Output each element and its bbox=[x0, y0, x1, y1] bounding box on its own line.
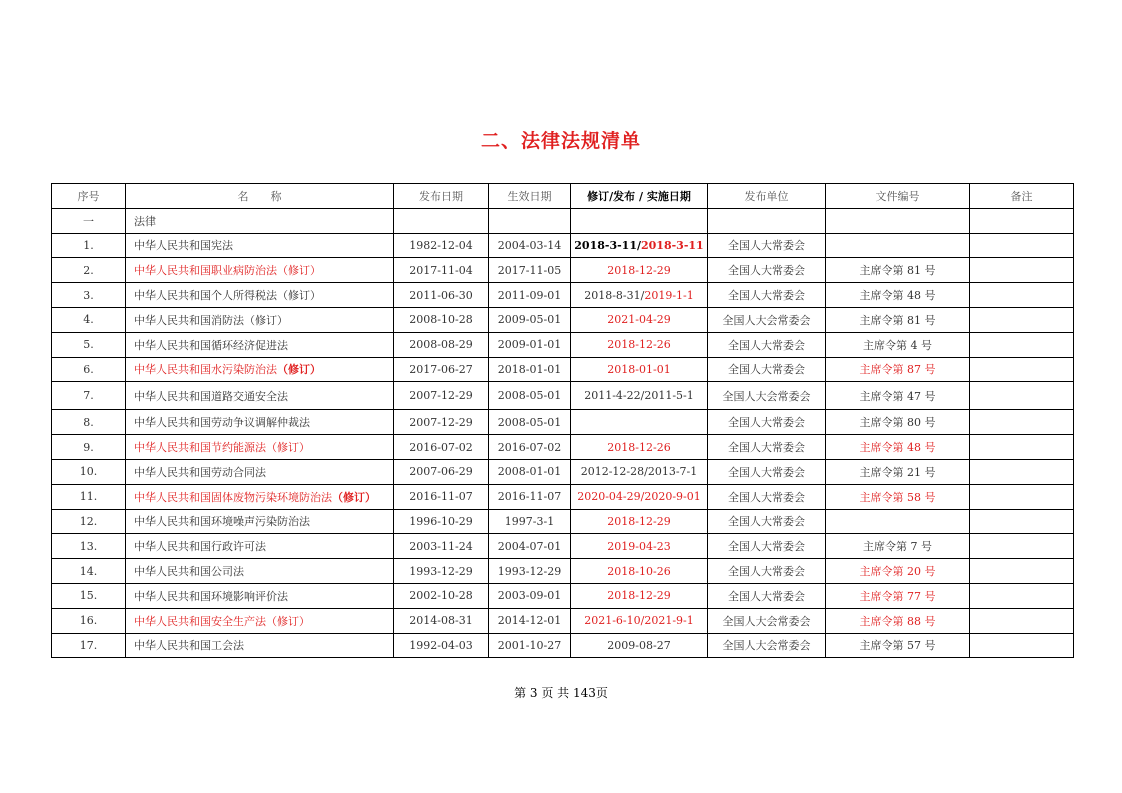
row-remark bbox=[970, 307, 1074, 332]
table-row bbox=[52, 509, 1074, 534]
table-row bbox=[52, 307, 1074, 332]
row-effective-date: 2001-10-27 bbox=[489, 633, 571, 658]
section-row bbox=[52, 208, 1074, 233]
table-row bbox=[52, 382, 1074, 410]
row-doc-number: 主席令第 21 号 bbox=[826, 459, 970, 484]
row-name: 中华人民共和国职业病防治法（修订） bbox=[126, 258, 394, 283]
row-name: 中华人民共和国劳动争议调解仲裁法 bbox=[126, 410, 394, 435]
row-issuer: 全国人大常委会 bbox=[708, 435, 826, 460]
row-issue-date: 2008-10-28 bbox=[394, 307, 489, 332]
row-remark bbox=[970, 583, 1074, 608]
section-label: 法律 bbox=[126, 208, 394, 233]
row-remark bbox=[970, 484, 1074, 509]
row-issuer: 全国人大常委会 bbox=[708, 332, 826, 357]
header-issuer: 发布单位 bbox=[708, 184, 826, 209]
row-doc-number bbox=[826, 233, 970, 258]
row-name: 中华人民共和国环境噪声污染防治法 bbox=[126, 509, 394, 534]
laws-table bbox=[51, 183, 1074, 658]
row-effective-date: 2008-05-01 bbox=[489, 382, 571, 410]
row-seq: 4. bbox=[52, 307, 126, 332]
row-name: 中华人民共和国宪法 bbox=[126, 233, 394, 258]
row-remark bbox=[970, 258, 1074, 283]
row-revision-date: 2018-12-29 bbox=[571, 509, 708, 534]
row-issuer: 全国人大常委会 bbox=[708, 534, 826, 559]
row-name: 中华人民共和国安全生产法（修订） bbox=[126, 608, 394, 633]
page-title: 二、法律法规清单 bbox=[480, 130, 641, 152]
row-issue-date: 2016-11-07 bbox=[394, 484, 489, 509]
row-name: 中华人民共和国循环经济促进法 bbox=[126, 332, 394, 357]
row-remark bbox=[970, 633, 1074, 658]
row-doc-number: 主席令第 58 号 bbox=[826, 484, 970, 509]
row-name: 中华人民共和国环境影响评价法 bbox=[126, 583, 394, 608]
row-effective-date: 2011-09-01 bbox=[489, 283, 571, 308]
header-issue-date: 发布日期 bbox=[394, 184, 489, 209]
row-effective-date: 2009-01-01 bbox=[489, 332, 571, 357]
row-revision-date: 2019-04-23 bbox=[571, 534, 708, 559]
row-issue-date: 2007-12-29 bbox=[394, 382, 489, 410]
row-issuer: 全国人大常委会 bbox=[708, 258, 826, 283]
row-effective-date: 2008-01-01 bbox=[489, 459, 571, 484]
row-remark bbox=[970, 357, 1074, 382]
row-revision-date: 2018-12-26 bbox=[571, 332, 708, 357]
row-seq: 17. bbox=[52, 633, 126, 658]
row-revision-date: 2018-12-29 bbox=[571, 258, 708, 283]
row-issue-date: 2017-11-04 bbox=[394, 258, 489, 283]
row-revision-date: 2011-4-22/2011-5-1 bbox=[571, 382, 708, 410]
row-revision-date: 2018-3-11/2018-3-11 bbox=[571, 233, 708, 258]
table-row bbox=[52, 633, 1074, 658]
row-issue-date: 2017-06-27 bbox=[394, 357, 489, 382]
row-effective-date: 1997-3-1 bbox=[489, 509, 571, 534]
row-doc-number bbox=[826, 509, 970, 534]
row-remark bbox=[970, 534, 1074, 559]
header-seq: 序号 bbox=[52, 184, 126, 209]
row-effective-date: 1993-12-29 bbox=[489, 559, 571, 584]
table-row bbox=[52, 258, 1074, 283]
row-issue-date: 1996-10-29 bbox=[394, 509, 489, 534]
row-revision-date: 2018-12-29 bbox=[571, 583, 708, 608]
row-issue-date: 2007-06-29 bbox=[394, 459, 489, 484]
row-doc-number: 主席令第 4 号 bbox=[826, 332, 970, 357]
row-issuer: 全国人大常委会 bbox=[708, 583, 826, 608]
row-revision-date: 2021-04-29 bbox=[571, 307, 708, 332]
table-row bbox=[52, 559, 1074, 584]
table-row bbox=[52, 534, 1074, 559]
row-seq: 6. bbox=[52, 357, 126, 382]
row-name: 中华人民共和国行政许可法 bbox=[126, 534, 394, 559]
row-effective-date: 2018-01-01 bbox=[489, 357, 571, 382]
table-row bbox=[52, 410, 1074, 435]
row-issue-date: 1993-12-29 bbox=[394, 559, 489, 584]
row-revision-date: 2012-12-28/2013-7-1 bbox=[571, 459, 708, 484]
row-issuer: 全国人大常委会 bbox=[708, 509, 826, 534]
row-remark bbox=[970, 435, 1074, 460]
row-effective-date: 2009-05-01 bbox=[489, 307, 571, 332]
row-remark bbox=[970, 233, 1074, 258]
row-seq: 15. bbox=[52, 583, 126, 608]
row-issue-date: 2002-10-28 bbox=[394, 583, 489, 608]
row-doc-number: 主席令第 47 号 bbox=[826, 382, 970, 410]
header-doc-number: 文件编号 bbox=[826, 184, 970, 209]
row-seq: 8. bbox=[52, 410, 126, 435]
row-issue-date: 2014-08-31 bbox=[394, 608, 489, 633]
row-doc-number: 主席令第 7 号 bbox=[826, 534, 970, 559]
row-seq: 11. bbox=[52, 484, 126, 509]
row-effective-date: 2016-07-02 bbox=[489, 435, 571, 460]
row-seq: 14. bbox=[52, 559, 126, 584]
table-row bbox=[52, 357, 1074, 382]
row-issuer: 全国人大常委会 bbox=[708, 459, 826, 484]
table-row bbox=[52, 435, 1074, 460]
row-issue-date: 2011-06-30 bbox=[394, 283, 489, 308]
row-issuer: 全国人大会常委会 bbox=[708, 307, 826, 332]
row-issuer: 全国人大会常委会 bbox=[708, 382, 826, 410]
row-name: 中华人民共和国水污染防治法（修订） bbox=[126, 357, 394, 382]
row-issuer: 全国人大会常委会 bbox=[708, 633, 826, 658]
row-seq: 16. bbox=[52, 608, 126, 633]
row-revision-date: 2009-08-27 bbox=[571, 633, 708, 658]
table-row bbox=[52, 583, 1074, 608]
row-seq: 5. bbox=[52, 332, 126, 357]
row-effective-date: 2016-11-07 bbox=[489, 484, 571, 509]
row-revision-date: 2021-6-10/2021-9-1 bbox=[571, 608, 708, 633]
row-remark bbox=[970, 283, 1074, 308]
row-revision-date: 2020-04-29/2020-9-01 bbox=[571, 484, 708, 509]
row-name: 中华人民共和国劳动合同法 bbox=[126, 459, 394, 484]
header-name: 名 称 bbox=[126, 184, 394, 209]
row-effective-date: 2008-05-01 bbox=[489, 410, 571, 435]
row-doc-number: 主席令第 77 号 bbox=[826, 583, 970, 608]
row-remark bbox=[970, 608, 1074, 633]
row-issuer: 全国人大常委会 bbox=[708, 233, 826, 258]
section-seq: 一 bbox=[52, 208, 126, 233]
table-row bbox=[52, 283, 1074, 308]
row-seq: 3. bbox=[52, 283, 126, 308]
table-row bbox=[52, 608, 1074, 633]
page-footer: 第 3 页 共 143页 bbox=[514, 686, 608, 700]
row-effective-date: 2017-11-05 bbox=[489, 258, 571, 283]
table-row bbox=[52, 332, 1074, 357]
row-effective-date: 2003-09-01 bbox=[489, 583, 571, 608]
row-issue-date: 1992-04-03 bbox=[394, 633, 489, 658]
header-remark: 备注 bbox=[970, 184, 1074, 209]
row-effective-date: 2004-07-01 bbox=[489, 534, 571, 559]
row-revision-date: 2018-12-26 bbox=[571, 435, 708, 460]
row-name: 中华人民共和国工会法 bbox=[126, 633, 394, 658]
header-row bbox=[52, 184, 1074, 209]
row-seq: 7. bbox=[52, 382, 126, 410]
row-remark bbox=[970, 332, 1074, 357]
row-name: 中华人民共和国节约能源法（修订） bbox=[126, 435, 394, 460]
row-issuer: 全国人大会常委会 bbox=[708, 608, 826, 633]
row-effective-date: 2004-03-14 bbox=[489, 233, 571, 258]
row-name: 中华人民共和国个人所得税法（修订） bbox=[126, 283, 394, 308]
row-doc-number: 主席令第 57 号 bbox=[826, 633, 970, 658]
row-doc-number: 主席令第 20 号 bbox=[826, 559, 970, 584]
row-issuer: 全国人大常委会 bbox=[708, 410, 826, 435]
row-issue-date: 2016-07-02 bbox=[394, 435, 489, 460]
row-remark bbox=[970, 382, 1074, 410]
row-doc-number: 主席令第 48 号 bbox=[826, 283, 970, 308]
row-seq: 2. bbox=[52, 258, 126, 283]
header-revision-date: 修订/发布 / 实施日期 bbox=[571, 184, 708, 209]
row-issue-date: 1982-12-04 bbox=[394, 233, 489, 258]
row-issue-date: 2007-12-29 bbox=[394, 410, 489, 435]
row-revision-date: 2018-10-26 bbox=[571, 559, 708, 584]
row-remark bbox=[970, 459, 1074, 484]
row-issuer: 全国人大常委会 bbox=[708, 357, 826, 382]
row-remark bbox=[970, 410, 1074, 435]
row-issue-date: 2008-08-29 bbox=[394, 332, 489, 357]
row-name: 中华人民共和国公司法 bbox=[126, 559, 394, 584]
table-row bbox=[52, 459, 1074, 484]
row-doc-number: 主席令第 81 号 bbox=[826, 307, 970, 332]
row-issuer: 全国人大常委会 bbox=[708, 283, 826, 308]
header-effective-date: 生效日期 bbox=[489, 184, 571, 209]
row-doc-number: 主席令第 80 号 bbox=[826, 410, 970, 435]
row-revision-date: 2018-01-01 bbox=[571, 357, 708, 382]
row-doc-number: 主席令第 81 号 bbox=[826, 258, 970, 283]
row-issuer: 全国人大常委会 bbox=[708, 484, 826, 509]
row-seq: 13. bbox=[52, 534, 126, 559]
row-seq: 1. bbox=[52, 233, 126, 258]
row-doc-number: 主席令第 87 号 bbox=[826, 357, 970, 382]
row-seq: 10. bbox=[52, 459, 126, 484]
table-row bbox=[52, 484, 1074, 509]
row-revision-date bbox=[571, 410, 708, 435]
row-doc-number: 主席令第 88 号 bbox=[826, 608, 970, 633]
row-name: 中华人民共和国道路交通安全法 bbox=[126, 382, 394, 410]
row-issuer: 全国人大常委会 bbox=[708, 559, 826, 584]
row-remark bbox=[970, 559, 1074, 584]
row-name: 中华人民共和国消防法（修订） bbox=[126, 307, 394, 332]
row-seq: 9. bbox=[52, 435, 126, 460]
table-row bbox=[52, 233, 1074, 258]
row-seq: 12. bbox=[52, 509, 126, 534]
row-doc-number: 主席令第 48 号 bbox=[826, 435, 970, 460]
row-effective-date: 2014-12-01 bbox=[489, 608, 571, 633]
row-issue-date: 2003-11-24 bbox=[394, 534, 489, 559]
row-remark bbox=[970, 509, 1074, 534]
row-revision-date: 2018-8-31/2019-1-1 bbox=[571, 283, 708, 308]
row-name: 中华人民共和国固体废物污染环境防治法（修订） bbox=[126, 484, 394, 509]
